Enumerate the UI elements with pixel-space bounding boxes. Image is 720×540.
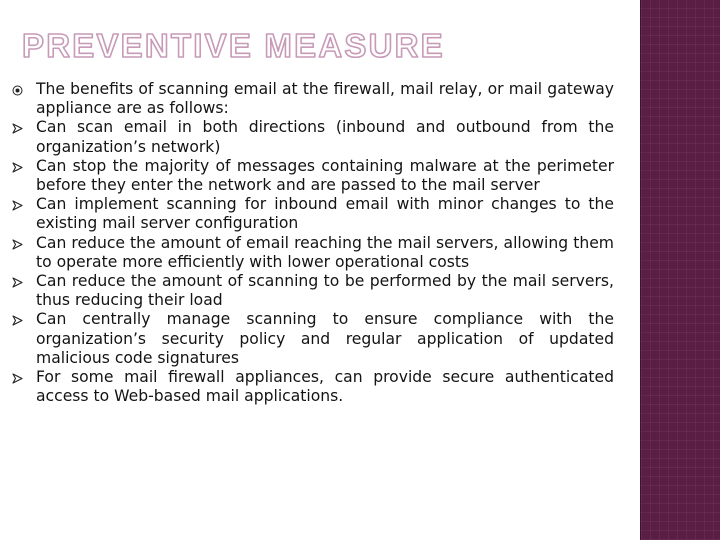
bullet-item	[24, 310, 614, 368]
bullet-text: Can stop the majority of messages containing malware at the perimeter before they enter the network and are passed to the mail server	[36, 156, 614, 195]
slide-title	[20, 22, 620, 66]
bullet-text: Can scan email in both directions (inbound and outbound from the organization’s network)	[36, 118, 614, 156]
bullet-text: Can reduce the amount of email reaching the mail servers, allowing them to operate more efficiently with lower operational costs	[36, 233, 614, 271]
bullet-item	[24, 234, 614, 272]
bullet-text: The benefits of scanning email at the firewall, mail relay, or mail gateway appliance are as follows:	[36, 80, 614, 118]
circle-dot-icon	[12, 85, 23, 96]
bullet-item	[24, 368, 614, 406]
bullet-item	[24, 118, 614, 156]
arrowhead-icon	[12, 373, 23, 384]
bullet-item	[24, 272, 614, 310]
slide-title-text: PREVENTIVE MEASURE	[22, 27, 445, 64]
bullet-list	[24, 80, 614, 406]
arrowhead-icon	[12, 277, 23, 288]
arrowhead-icon	[12, 162, 23, 173]
bullet-item	[24, 80, 614, 118]
bullet-text: Can implement scanning for inbound email with minor changes to the existing mail server configuration	[36, 195, 614, 233]
title-svg	[20, 22, 620, 66]
decorative-side-bar	[640, 0, 720, 540]
arrowhead-icon	[12, 200, 23, 211]
bullet-item	[24, 195, 614, 233]
arrowhead-icon	[12, 239, 23, 250]
bullet-text: For some mail firewall appliances, can provide secure authenticated access to Web-based mail applications.	[36, 368, 614, 406]
bullet-item	[24, 157, 614, 195]
bullet-text: Can centrally manage scanning to ensure compliance with the organization’s security policy and regular application of updated malicious code signatures	[36, 310, 614, 367]
arrowhead-icon	[12, 315, 23, 326]
bullet-text: Can reduce the amount of scanning to be performed by the mail servers, thus reducing their load	[36, 272, 614, 310]
arrowhead-icon	[12, 123, 23, 134]
